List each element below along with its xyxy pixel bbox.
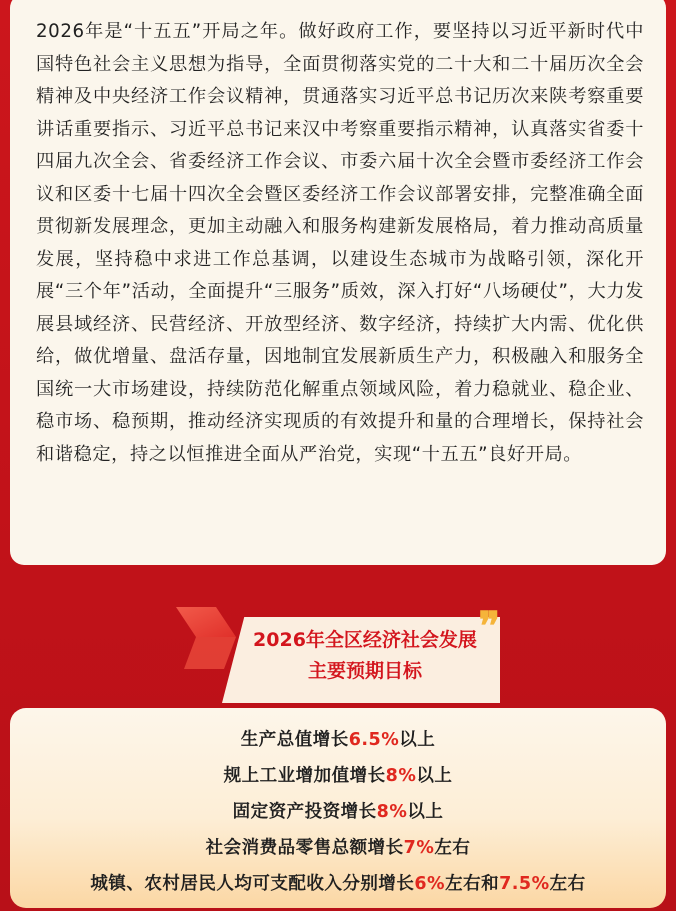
target-label: 城镇、农村居民人均可支配收入分别增长 <box>90 874 415 894</box>
section-banner <box>176 603 506 707</box>
target-value-rural: 7.5% <box>499 874 550 894</box>
target-label: 固定资产投资增长 <box>232 802 377 822</box>
intro-paragraph: 2026年是“十五五”开局之年。做好政府工作，要坚持以习近平新时代中国特色社会主义思想为指导，全面贯彻落实党的二十大和二十届历次全会精神及中央经济工作会议精神，贯通落实习近平总书记历次来陕考察重要讲话重要指示、习近平总书记来汉中考察重要指示精神，认真落实省委十四届九次全会、省委经济工作会议、市委六届十次全会暨市委经济工作会议和区委十七届十四次全会暨区委经济工作会议部署安排，完整准确全面贯彻新发展理念，更加主动融入和服务构建新发展格局，着力推动高质量发展，坚持稳中求进工作总基调，以建设生态城市为战略引领，深化开展“三个年”活动，全面提升“三服务”质效，深入打好“八场硬仗”，大力发展县域经济、民营经济、开放型经济、数字经济，持续扩大内需、优化供给，做优增量、盘活存量，因地制宜发展新质生产力，积极融入和服务全国统一大市场建设，持续防范化解重点领域风险，着力稳就业、稳企业、稳市场、稳预期，推动经济实现质的有效提升和量的合理增长，保持社会和谐稳定，持之以恒推进全面从严治党，实现“十五五”良好开局。 <box>36 21 644 465</box>
target-label: 社会消费品零售总额增长 <box>205 838 404 858</box>
banner-title-line-1: 2026年全区经济社会发展 <box>253 629 477 651</box>
target-fixed-asset-investment <box>10 794 666 830</box>
banner-title-line-2: 主要预期目标 <box>307 660 422 682</box>
target-qualifier: 左右 <box>434 838 471 858</box>
banner-ribbon-accent <box>176 607 236 687</box>
target-value: 7% <box>403 838 435 858</box>
banner-title <box>236 625 494 687</box>
target-qualifier: 左右 <box>549 874 586 894</box>
target-retail-sales <box>10 830 666 866</box>
intro-card <box>10 0 666 565</box>
target-value-urban: 6% <box>414 874 446 894</box>
targets-card <box>10 708 666 908</box>
target-resident-income <box>10 866 666 902</box>
target-value: 6.5% <box>348 730 400 750</box>
target-value: 8% <box>376 802 408 822</box>
target-industrial-value-added <box>10 758 666 794</box>
target-qualifier: 左右和 <box>445 874 500 894</box>
target-value: 8% <box>385 766 417 786</box>
target-gdp <box>10 722 666 758</box>
target-label: 生产总值增长 <box>240 730 349 750</box>
target-qualifier: 以上 <box>407 802 444 822</box>
quote-mark-icon: ❞ <box>478 603 500 650</box>
target-label: 规上工业增加值增长 <box>223 766 386 786</box>
target-qualifier: 以上 <box>399 730 436 750</box>
target-qualifier: 以上 <box>416 766 453 786</box>
